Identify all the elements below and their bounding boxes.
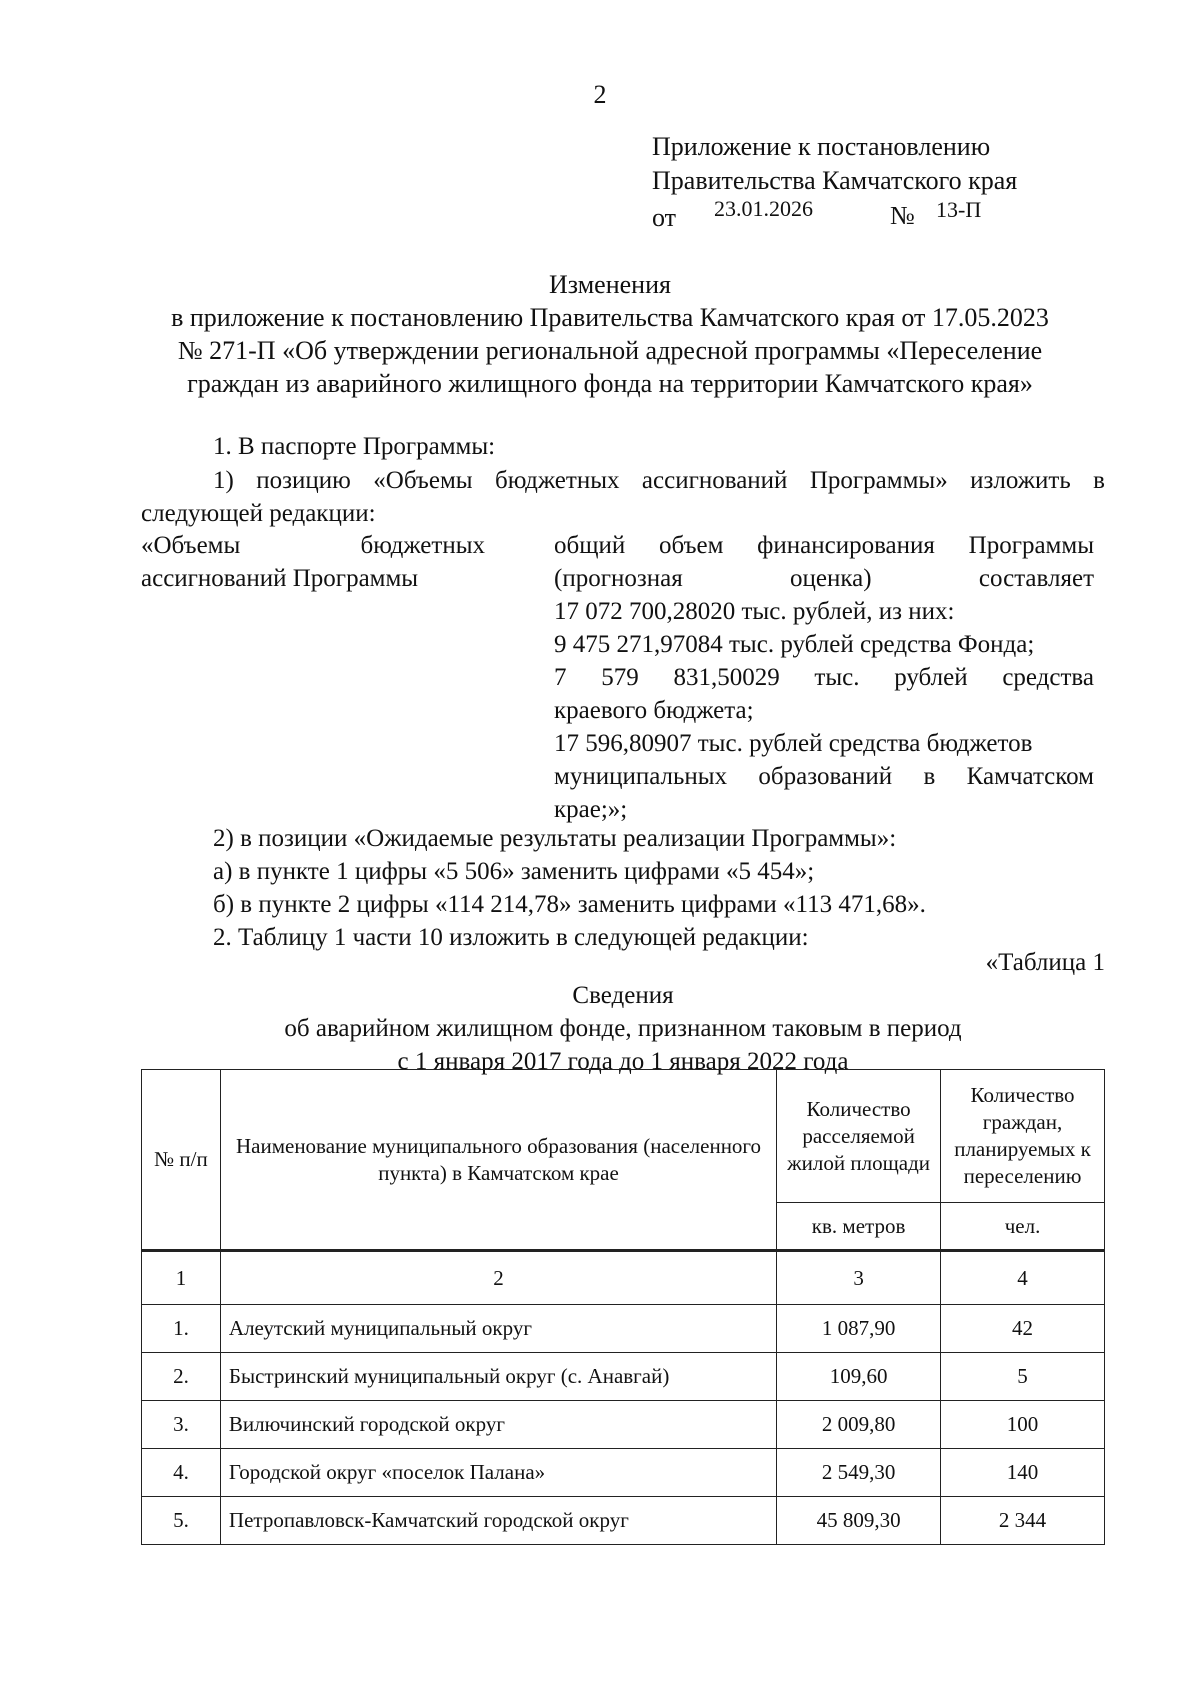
housing-table (141, 1069, 1105, 1545)
table-title-line-3: с 1 января 2017 года до 1 января 2022 года (397, 1048, 849, 1075)
table-row (142, 1449, 1105, 1497)
table-row (142, 1305, 1105, 1353)
paragraph-2-line-2: следующей редакции: (141, 500, 376, 527)
table-title (141, 979, 1105, 1078)
row-name: Быстринский муниципальный округ (с. Анавгай) (220, 1353, 776, 1401)
header-name: Наименование муниципального образования (населенного пункта) в Камчатском крае (220, 1070, 776, 1251)
row-people: 42 (941, 1305, 1105, 1353)
row-people: 2 344 (941, 1497, 1105, 1545)
amendment-item: 2) в позиции «Ожидаемые результаты реализации Программы»: (213, 825, 897, 852)
passport-right-line: (прогнозная оценка) составляет (554, 565, 1094, 592)
title-line-3: граждан из аварийного жилищного фонда на территории Камчатского края» (187, 369, 1033, 398)
number-sign: № (890, 201, 915, 230)
row-name: Петропавловск-Камчатский городской округ (220, 1497, 776, 1545)
appendix-date-line (652, 198, 1192, 232)
amendment-item: а) в пункте 1 цифры «5 506» заменить цифрами «5 454»; (213, 858, 815, 885)
passport-right-line: 7 579 831,50029 тыс. рублей средства (554, 664, 1094, 691)
paragraph-1: 1. В паспорте Программы: (213, 433, 496, 460)
table-label: «Таблица 1 (985, 949, 1105, 976)
row-people: 140 (941, 1449, 1105, 1497)
row-people: 100 (941, 1401, 1105, 1449)
row-area: 45 809,30 (777, 1497, 941, 1545)
passport-right-line: крае;»; (554, 796, 628, 823)
appendix-block (652, 130, 1192, 232)
row-name: Алеутский муниципальный округ (220, 1305, 776, 1353)
passport-right-line: 17 596,80907 тыс. рублей средства бюджетов (554, 730, 1033, 757)
amendment-items (141, 822, 1105, 954)
row-name: Городской округ «поселок Палана» (220, 1449, 776, 1497)
row-num: 5. (142, 1497, 221, 1545)
passport-position-label (141, 529, 485, 595)
passport-left-line-1: «Объемы бюджетных (141, 532, 485, 559)
paragraph-2 (141, 464, 1105, 530)
row-name: Вилючинский городской округ (220, 1401, 776, 1449)
paragraph-2-line-1: 1) позицию «Объемы бюджетных ассигнований Программы» изложить в (213, 467, 1105, 494)
title-line-1: в приложение к постановлению Правительства Камчатского края от 17.05.2023 (171, 303, 1049, 332)
passport-right-line: общий объем финансирования Программы (554, 532, 1094, 559)
table-title-line-2: об аварийном жилищном фонде, признанном таковым в период (284, 1015, 962, 1042)
column-number: 2 (220, 1251, 776, 1305)
passport-right-line: краевого бюджета; (554, 697, 754, 724)
passport-right-line: муниципальных образований в Камчатском (554, 763, 1094, 790)
passport-position-text (554, 529, 1094, 826)
header-num: № п/п (142, 1070, 221, 1251)
row-area: 109,60 (777, 1353, 941, 1401)
row-num: 1. (142, 1305, 221, 1353)
header-people: Количество граждан, планируемых к переселению (941, 1070, 1105, 1203)
document-date: 23.01.2026 (714, 196, 813, 221)
column-number: 3 (777, 1251, 941, 1305)
row-area: 2 009,80 (777, 1401, 941, 1449)
table-title-line-1: Сведения (572, 982, 674, 1009)
header-area: Количество расселяемой жилой площади (777, 1070, 941, 1203)
row-area: 2 549,30 (777, 1449, 941, 1497)
document-number: 13-П (936, 197, 982, 222)
table-row (142, 1497, 1105, 1545)
amendment-item: 2. Таблицу 1 части 10 изложить в следующей редакции: (213, 924, 809, 951)
from-label: от (652, 203, 677, 232)
document-title (130, 268, 1090, 400)
row-num: 2. (142, 1353, 221, 1401)
table-row (142, 1353, 1105, 1401)
table-column-numbers (142, 1251, 1105, 1305)
row-area: 1 087,90 (777, 1305, 941, 1353)
column-number: 1 (142, 1251, 221, 1305)
passport-right-line: 9 475 271,97084 тыс. рублей средства Фонда; (554, 631, 1035, 658)
column-number: 4 (941, 1251, 1105, 1305)
passport-right-line: 17 072 700,28020 тыс. рублей, из них: (554, 598, 955, 625)
header-people-unit: чел. (941, 1203, 1105, 1251)
page-number: 2 (593, 80, 607, 109)
row-people: 5 (941, 1353, 1105, 1401)
table-header-row (142, 1070, 1105, 1203)
passport-left-line-2: ассигнований Программы (141, 565, 419, 592)
table-row (142, 1401, 1105, 1449)
appendix-line-2: Правительства Камчатского края (652, 166, 1018, 195)
title-line-2: № 271-П «Об утверждении региональной адресной программы «Переселение (177, 336, 1043, 365)
appendix-line-1: Приложение к постановлению (652, 132, 991, 161)
title-heading: Изменения (549, 270, 671, 299)
row-num: 4. (142, 1449, 221, 1497)
header-area-unit: кв. метров (777, 1203, 941, 1251)
amendment-item: б) в пункте 2 цифры «114 214,78» заменить цифрами «113 471,68». (213, 891, 926, 918)
row-num: 3. (142, 1401, 221, 1449)
